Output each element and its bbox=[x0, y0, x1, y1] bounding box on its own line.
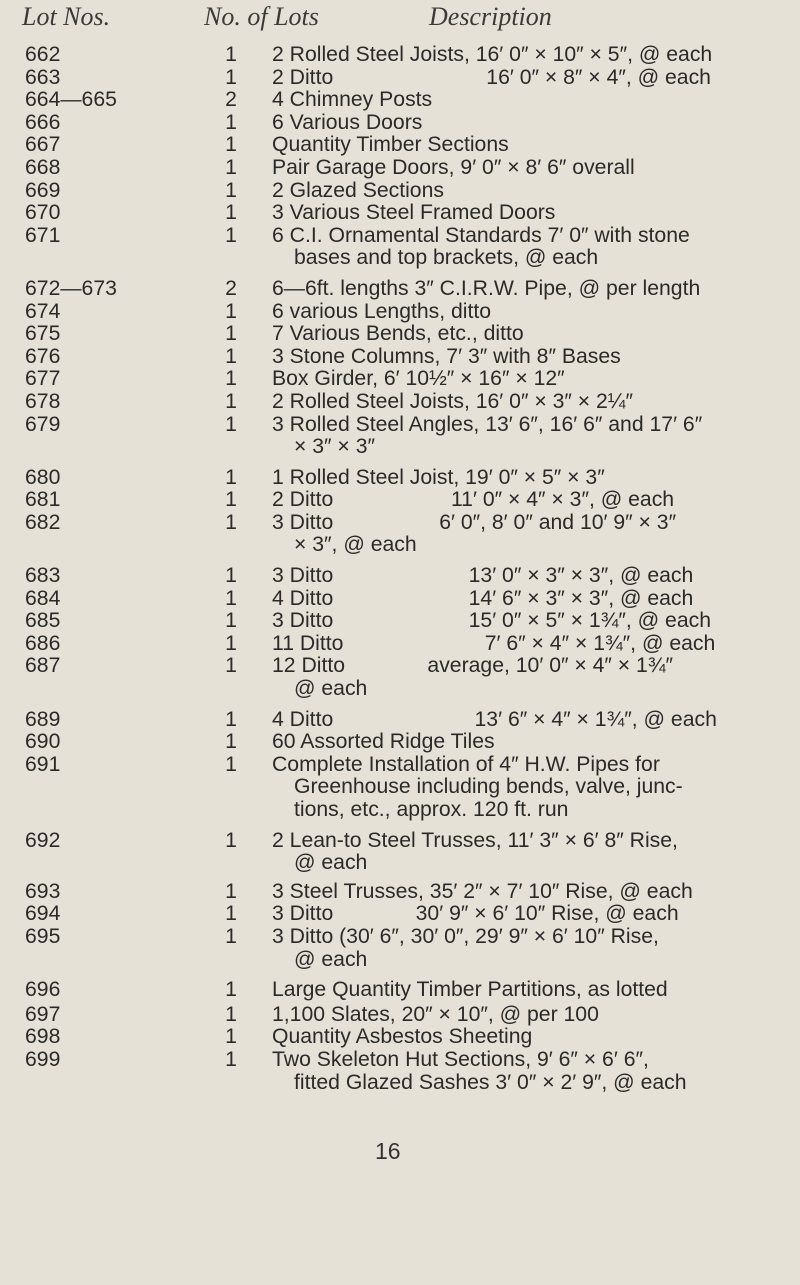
lot-number: 699 bbox=[25, 1047, 61, 1071]
description-line: 6 C.I. Ornamental Standards 7′ 0″ with stone bbox=[272, 223, 690, 247]
description-line: Quantity Asbestos Sheeting bbox=[272, 1025, 533, 1049]
lot-description bbox=[272, 112, 794, 135]
lot-count: 1 bbox=[225, 344, 237, 368]
lot-row bbox=[0, 512, 800, 557]
lot-number: 677 bbox=[25, 367, 61, 391]
lot-number: 664—665 bbox=[25, 88, 117, 112]
lot-number: 679 bbox=[25, 412, 61, 436]
description-line: 11 Ditto 7′ 6″ × 4″ × 1¾″, @ each bbox=[272, 631, 716, 655]
lot-description bbox=[272, 926, 794, 971]
lot-description bbox=[272, 157, 794, 180]
lot-description bbox=[272, 225, 794, 270]
lot-row bbox=[0, 881, 800, 904]
lot-row bbox=[0, 323, 800, 346]
lot-row bbox=[0, 926, 800, 971]
lot-number: 698 bbox=[25, 1025, 61, 1049]
lot-row bbox=[0, 112, 800, 135]
description-line: 7 Various Bends, etc., ditto bbox=[272, 322, 524, 346]
lot-number: 697 bbox=[25, 1002, 61, 1026]
lot-row bbox=[0, 830, 800, 875]
lot-number: 682 bbox=[25, 510, 61, 534]
description-line: @ each bbox=[294, 947, 368, 971]
lot-count: 1 bbox=[225, 110, 237, 134]
lot-count: 1 bbox=[225, 924, 237, 948]
lot-list bbox=[0, 44, 800, 1094]
lot-description bbox=[272, 754, 794, 822]
lot-row bbox=[0, 1049, 800, 1094]
description-line: 4 Chimney Posts bbox=[272, 88, 433, 112]
lot-count: 1 bbox=[225, 488, 237, 512]
lot-description bbox=[272, 134, 794, 157]
lot-number: 695 bbox=[25, 924, 61, 948]
lot-count: 1 bbox=[225, 564, 237, 588]
lot-row bbox=[0, 278, 800, 301]
lot-row bbox=[0, 67, 800, 90]
lot-number: 680 bbox=[25, 465, 61, 489]
lot-description bbox=[272, 467, 794, 490]
lot-number: 692 bbox=[25, 828, 61, 852]
lot-row bbox=[0, 1026, 800, 1049]
description-line: tions, etc., approx. 120 ft. run bbox=[294, 798, 569, 821]
lot-row bbox=[0, 489, 800, 512]
lot-number: 689 bbox=[25, 707, 61, 731]
description-line: 3 Ditto 15′ 0″ × 5″ × 1¾″, @ each bbox=[272, 609, 711, 633]
lot-count: 1 bbox=[225, 133, 237, 157]
lot-count: 1 bbox=[225, 978, 237, 1002]
lot-row bbox=[0, 202, 800, 225]
description-line: Pair Garage Doors, 9′ 0″ × 8′ 6″ overall bbox=[272, 155, 635, 179]
lot-count: 1 bbox=[225, 412, 237, 436]
lot-number: 693 bbox=[25, 879, 61, 903]
description-line: 2 Ditto 16′ 0″ × 8″ × 4″, @ each bbox=[272, 65, 711, 89]
lot-description bbox=[272, 565, 794, 588]
lot-number: 663 bbox=[25, 65, 61, 89]
lot-count: 1 bbox=[225, 752, 237, 776]
lot-description bbox=[272, 512, 794, 557]
lot-row bbox=[0, 655, 800, 700]
lot-number: 667 bbox=[25, 133, 61, 157]
lot-description bbox=[272, 1049, 794, 1094]
lot-row bbox=[0, 368, 800, 391]
lot-number: 668 bbox=[25, 155, 61, 179]
lot-description bbox=[272, 89, 794, 112]
lot-row bbox=[0, 588, 800, 611]
lot-description bbox=[272, 391, 794, 414]
lot-row bbox=[0, 180, 800, 203]
lot-description bbox=[272, 346, 794, 369]
lot-row bbox=[0, 414, 800, 459]
lot-number: 691 bbox=[25, 752, 61, 776]
lot-count: 1 bbox=[225, 43, 237, 66]
description-line: fitted Glazed Sashes 3′ 0″ × 2′ 9″, @ each bbox=[294, 1070, 687, 1094]
lot-description bbox=[272, 44, 794, 67]
lot-count: 2 bbox=[225, 88, 237, 112]
column-headers bbox=[0, 2, 800, 38]
lot-description bbox=[272, 414, 794, 459]
lot-row bbox=[0, 467, 800, 490]
lot-number: 670 bbox=[25, 201, 61, 225]
lot-count: 1 bbox=[225, 389, 237, 413]
description-line: 1,100 Slates, 20″ × 10″, @ per 100 bbox=[272, 1002, 599, 1026]
lot-number: 685 bbox=[25, 609, 61, 633]
lot-description bbox=[272, 301, 794, 324]
lot-count: 1 bbox=[225, 201, 237, 225]
lot-number: 687 bbox=[25, 654, 61, 678]
lot-description bbox=[272, 979, 794, 1002]
lot-row bbox=[0, 1004, 800, 1027]
lot-description bbox=[272, 278, 794, 301]
lot-count: 1 bbox=[225, 1025, 237, 1049]
lot-row bbox=[0, 391, 800, 414]
description-line: 2 Glazed Sections bbox=[272, 178, 444, 202]
header-description: Description bbox=[429, 2, 552, 31]
lot-description bbox=[272, 323, 794, 346]
lot-count: 1 bbox=[225, 730, 237, 754]
lot-description bbox=[272, 202, 794, 225]
lot-description bbox=[272, 180, 794, 203]
lot-count: 1 bbox=[225, 828, 237, 852]
description-line: Greenhouse including bends, valve, junc- bbox=[294, 775, 683, 799]
description-line: 2 Lean-to Steel Trusses, 11′ 3″ × 6′ 8″ Rise, bbox=[272, 828, 678, 852]
lot-count: 1 bbox=[225, 510, 237, 534]
lot-row bbox=[0, 89, 800, 112]
lot-number: 696 bbox=[25, 978, 61, 1002]
lot-description bbox=[272, 903, 794, 926]
lot-number: 671 bbox=[25, 223, 61, 247]
lot-number: 666 bbox=[25, 110, 61, 134]
description-line: × 3″ × 3″ bbox=[294, 435, 375, 459]
lot-description bbox=[272, 610, 794, 633]
lot-row bbox=[0, 610, 800, 633]
description-line: 3 Ditto 30′ 9″ × 6′ 10″ Rise, @ each bbox=[272, 902, 679, 926]
lot-row bbox=[0, 565, 800, 588]
lot-number: 686 bbox=[25, 631, 61, 655]
lot-description bbox=[272, 655, 794, 700]
description-line: 2 Rolled Steel Joists, 16′ 0″ × 3″ × 2¼″ bbox=[272, 389, 633, 413]
lot-count: 1 bbox=[225, 178, 237, 202]
description-line: 60 Assorted Ridge Tiles bbox=[272, 730, 495, 754]
lot-count: 1 bbox=[225, 609, 237, 633]
lot-row bbox=[0, 157, 800, 180]
description-line: × 3″, @ each bbox=[294, 533, 417, 557]
description-line: 3 Ditto 13′ 0″ × 3″ × 3″, @ each bbox=[272, 564, 694, 588]
lot-description bbox=[272, 1026, 794, 1049]
lot-description bbox=[272, 709, 794, 732]
lot-number: 678 bbox=[25, 389, 61, 413]
lot-count: 1 bbox=[225, 1047, 237, 1071]
description-line: Complete Installation of 4″ H.W. Pipes for bbox=[272, 752, 660, 776]
description-line: 4 Ditto 14′ 6″ × 3″ × 3″, @ each bbox=[272, 586, 694, 610]
description-line: 3 Ditto 6′ 0″, 8′ 0″ and 10′ 9″ × 3″ bbox=[272, 510, 677, 534]
lot-number: 690 bbox=[25, 730, 61, 754]
lot-count: 1 bbox=[225, 322, 237, 346]
lot-count: 1 bbox=[225, 654, 237, 678]
lot-count: 1 bbox=[225, 586, 237, 610]
lot-count: 1 bbox=[225, 707, 237, 731]
lot-row bbox=[0, 979, 800, 1002]
description-line: 12 Ditto average, 10′ 0″ × 4″ × 1¾″ bbox=[272, 654, 674, 678]
lot-number: 675 bbox=[25, 322, 61, 346]
description-line: 4 Ditto 13′ 6″ × 4″ × 1¾″, @ each bbox=[272, 707, 717, 731]
lot-count: 1 bbox=[225, 879, 237, 903]
description-line: Large Quantity Timber Partitions, as lotted bbox=[272, 978, 668, 1002]
description-line: 6 various Lengths, ditto bbox=[272, 299, 492, 323]
page-number: 16 bbox=[375, 1138, 401, 1164]
description-line: Two Skeleton Hut Sections, 9′ 6″ × 6′ 6″, bbox=[272, 1047, 649, 1071]
description-line: 3 Stone Columns, 7′ 3″ with 8″ Bases bbox=[272, 344, 621, 368]
lot-description bbox=[272, 881, 794, 904]
lot-row bbox=[0, 346, 800, 369]
description-line: 3 Rolled Steel Angles, 13′ 6″, 16′ 6″ and 17′ 6″ bbox=[272, 412, 703, 436]
description-line: Box Girder, 6′ 10½″ × 16″ × 12″ bbox=[272, 367, 565, 391]
lot-row bbox=[0, 903, 800, 926]
description-line: Quantity Timber Sections bbox=[272, 133, 509, 157]
lot-row bbox=[0, 731, 800, 754]
lot-description bbox=[272, 830, 794, 875]
lot-description bbox=[272, 633, 794, 656]
lot-description bbox=[272, 588, 794, 611]
description-line: 3 Ditto (30′ 6″, 30′ 0″, 29′ 9″ × 6′ 10″ Rise, bbox=[272, 924, 659, 948]
lot-description bbox=[272, 731, 794, 754]
lot-count: 1 bbox=[225, 65, 237, 89]
description-line: 6—6ft. lengths 3″ C.I.R.W. Pipe, @ per length bbox=[272, 276, 701, 300]
lot-number: 672—673 bbox=[25, 276, 117, 300]
lot-description bbox=[272, 1004, 794, 1027]
header-no-of-lots: No. of Lots bbox=[204, 2, 319, 31]
lot-count: 1 bbox=[225, 367, 237, 391]
lot-count: 1 bbox=[225, 465, 237, 489]
description-line: 2 Rolled Steel Joists, 16′ 0″ × 10″ × 5″, @ each bbox=[272, 43, 713, 66]
lot-description bbox=[272, 368, 794, 391]
lot-count: 1 bbox=[225, 155, 237, 179]
lot-count: 1 bbox=[225, 902, 237, 926]
description-line: @ each bbox=[294, 677, 368, 701]
lot-row bbox=[0, 44, 800, 67]
lot-number: 674 bbox=[25, 299, 61, 323]
lot-description bbox=[272, 67, 794, 90]
lot-count: 2 bbox=[225, 276, 237, 300]
lot-count: 1 bbox=[225, 631, 237, 655]
header-lot-nos: Lot Nos. bbox=[22, 2, 111, 31]
description-line: 3 Steel Trusses, 35′ 2″ × 7′ 10″ Rise, @ each bbox=[272, 879, 693, 903]
lot-row bbox=[0, 633, 800, 656]
lot-row bbox=[0, 709, 800, 732]
lot-number: 681 bbox=[25, 488, 61, 512]
description-line: 2 Ditto 11′ 0″ × 4″ × 3″, @ each bbox=[272, 488, 675, 512]
lot-count: 1 bbox=[225, 223, 237, 247]
description-line: 1 Rolled Steel Joist, 19′ 0″ × 5″ × 3″ bbox=[272, 465, 605, 489]
lot-description bbox=[272, 489, 794, 512]
lot-count: 1 bbox=[225, 1002, 237, 1026]
description-line: bases and top brackets, @ each bbox=[294, 246, 599, 270]
lot-count: 1 bbox=[225, 299, 237, 323]
description-line: 6 Various Doors bbox=[272, 110, 423, 134]
description-line: 3 Various Steel Framed Doors bbox=[272, 201, 556, 225]
lot-number: 676 bbox=[25, 344, 61, 368]
lot-row bbox=[0, 134, 800, 157]
lot-row bbox=[0, 754, 800, 822]
lot-number: 684 bbox=[25, 586, 61, 610]
lot-number: 694 bbox=[25, 902, 61, 926]
lot-number: 683 bbox=[25, 564, 61, 588]
lot-number: 662 bbox=[25, 43, 61, 66]
lot-number: 669 bbox=[25, 178, 61, 202]
description-line: @ each bbox=[294, 851, 368, 875]
lot-row bbox=[0, 225, 800, 270]
lot-row bbox=[0, 301, 800, 324]
